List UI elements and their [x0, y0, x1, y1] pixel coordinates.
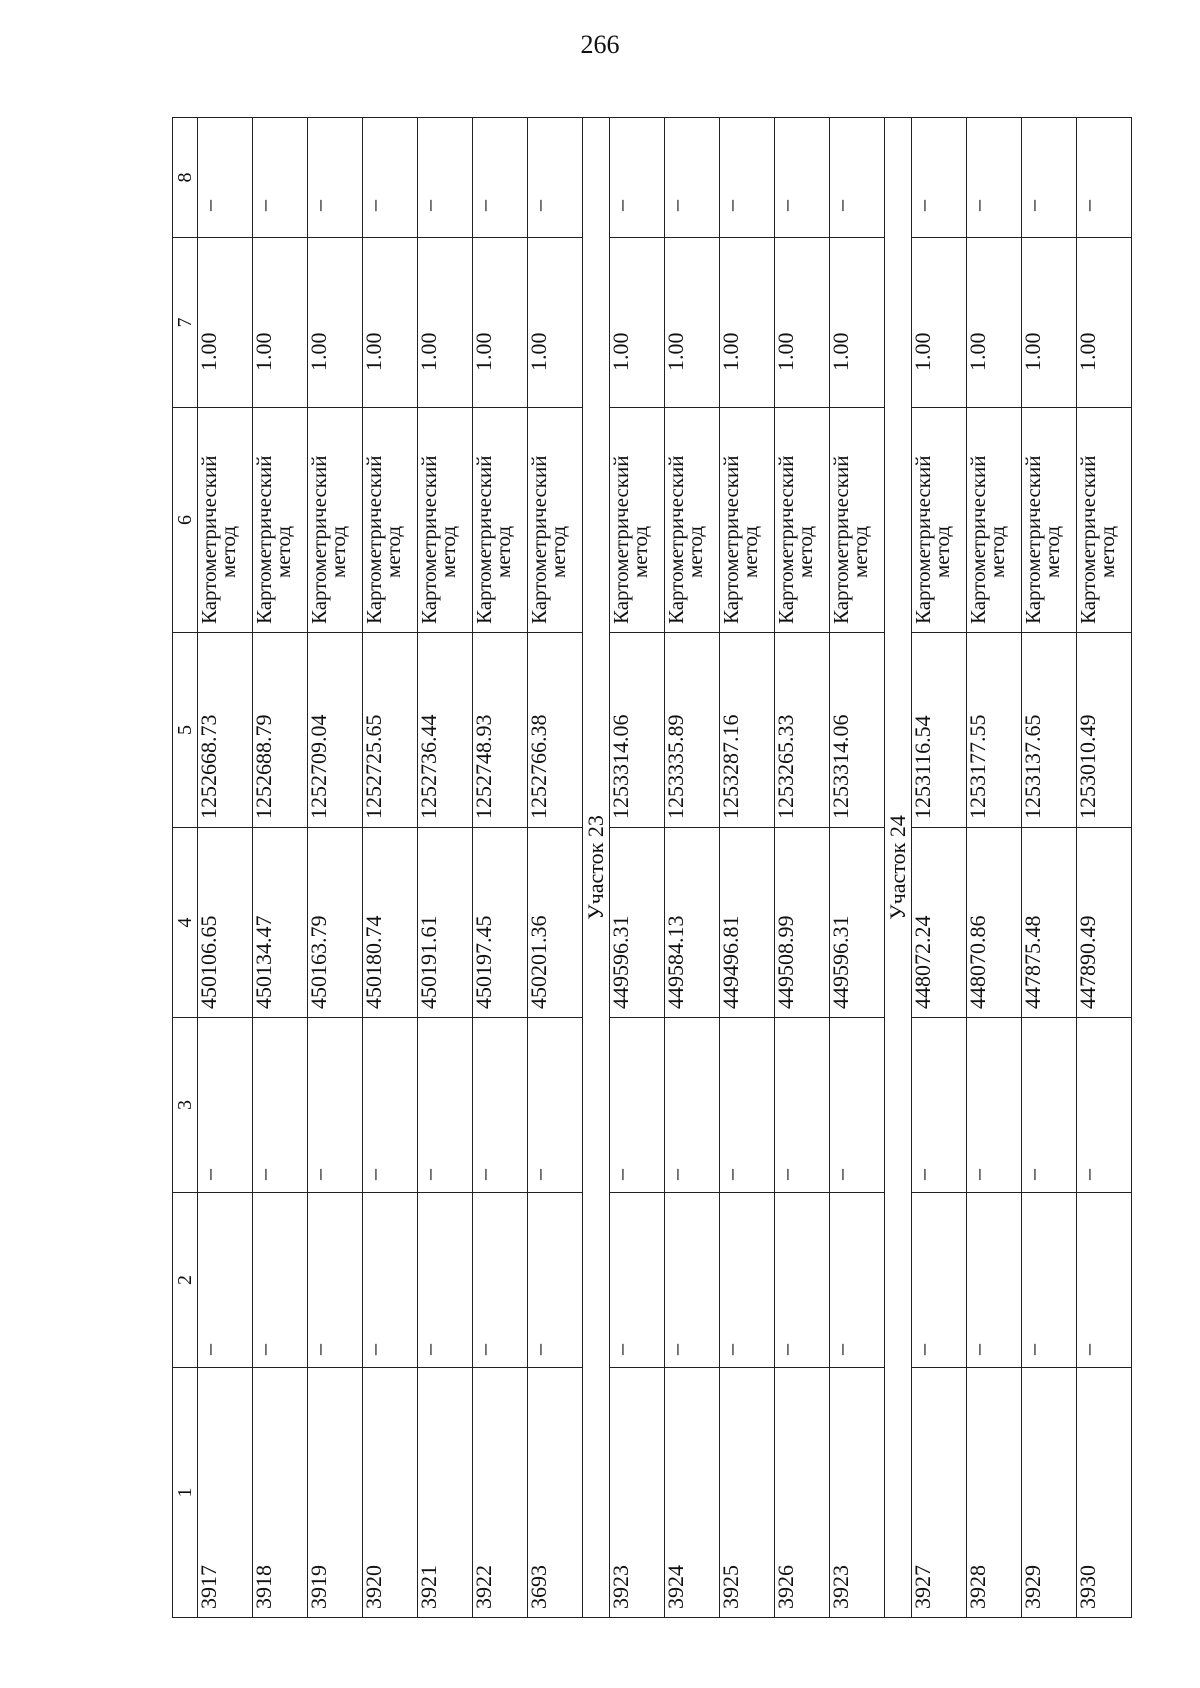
col8-cell: –	[198, 118, 253, 238]
method-line-1: Картометрический	[197, 455, 221, 624]
method-cell	[363, 408, 418, 633]
column-header: 7	[173, 238, 198, 408]
section-row	[583, 118, 610, 1618]
page-number: 266	[580, 30, 620, 59]
point-number-cell: 3693	[528, 1368, 583, 1618]
table-row	[830, 118, 885, 1618]
point-number-cell: 3930	[1077, 1368, 1132, 1618]
column-header: 2	[173, 1193, 198, 1368]
y-coordinate-cell: 1253116.54	[912, 633, 967, 828]
method-cell	[720, 408, 775, 633]
y-coordinate-cell: 1252668.73	[198, 633, 253, 828]
method-line-2: метод	[985, 525, 1009, 578]
col8-cell: –	[528, 118, 583, 238]
method-cell	[418, 408, 473, 633]
col8-cell: –	[830, 118, 885, 238]
col2-cell: –	[775, 1193, 830, 1368]
method-line-1: Картометрический	[1076, 455, 1100, 624]
table-row	[363, 118, 418, 1618]
x-coordinate-cell: 448070.86	[967, 828, 1022, 1018]
x-coordinate-cell: 447890.49	[1077, 828, 1132, 1018]
accuracy-cell: 1.00	[198, 238, 253, 408]
section-row	[885, 118, 912, 1618]
section-label: Участок 23	[583, 118, 610, 1618]
method-line-2: метод	[381, 525, 405, 578]
section-label: Участок 24	[885, 118, 912, 1618]
point-number-cell: 3923	[830, 1368, 885, 1618]
method-line-2: метод	[793, 525, 817, 578]
table-row	[308, 118, 363, 1618]
method-cell	[198, 408, 253, 633]
method-line-2: метод	[848, 525, 872, 578]
x-coordinate-cell: 450191.61	[418, 828, 473, 1018]
method-line-1: Картометрический	[362, 455, 386, 624]
y-coordinate-cell: 1252688.79	[253, 633, 308, 828]
col2-cell: –	[308, 1193, 363, 1368]
method-line-1: Картометрический	[829, 455, 853, 624]
col2-cell: –	[1022, 1193, 1077, 1368]
table-row	[418, 118, 473, 1618]
x-coordinate-cell: 449584.13	[665, 828, 720, 1018]
col2-cell: –	[253, 1193, 308, 1368]
y-coordinate-cell: 1252736.44	[418, 633, 473, 828]
col3-cell: –	[253, 1018, 308, 1193]
method-cell	[610, 408, 665, 633]
accuracy-cell: 1.00	[720, 238, 775, 408]
method-line-2: метод	[436, 525, 460, 578]
y-coordinate-cell: 1253137.65	[1022, 633, 1077, 828]
col3-cell: –	[1022, 1018, 1077, 1193]
point-number-cell: 3928	[967, 1368, 1022, 1618]
col8-cell: –	[418, 118, 473, 238]
method-cell	[1022, 408, 1077, 633]
x-coordinate-cell: 448072.24	[912, 828, 967, 1018]
point-number-cell: 3919	[308, 1368, 363, 1618]
column-header: 5	[173, 633, 198, 828]
y-coordinate-cell: 1253335.89	[665, 633, 720, 828]
y-coordinate-cell: 1253314.06	[610, 633, 665, 828]
table-row	[610, 118, 665, 1618]
accuracy-cell: 1.00	[418, 238, 473, 408]
accuracy-cell: 1.00	[308, 238, 363, 408]
coordinates-table	[172, 117, 1132, 1618]
col8-cell: –	[473, 118, 528, 238]
col2-cell: –	[720, 1193, 775, 1368]
col2-cell: –	[912, 1193, 967, 1368]
method-line-2: метод	[738, 525, 762, 578]
column-number-row	[173, 118, 198, 1618]
y-coordinate-cell: 1252709.04	[308, 633, 363, 828]
method-line-1: Картометрический	[1021, 455, 1045, 624]
table-row	[775, 118, 830, 1618]
col2-cell: –	[528, 1193, 583, 1368]
accuracy-cell: 1.00	[528, 238, 583, 408]
col3-cell: –	[528, 1018, 583, 1193]
point-number-cell: 3922	[473, 1368, 528, 1618]
method-line-1: Картометрический	[966, 455, 990, 624]
point-number-cell: 3929	[1022, 1368, 1077, 1618]
table-row	[473, 118, 528, 1618]
method-cell	[253, 408, 308, 633]
point-number-cell: 3918	[253, 1368, 308, 1618]
col3-cell: –	[830, 1018, 885, 1193]
method-line-2: метод	[326, 525, 350, 578]
rotated-table-container	[172, 118, 1137, 1618]
accuracy-cell: 1.00	[473, 238, 528, 408]
col8-cell: –	[1022, 118, 1077, 238]
col3-cell: –	[473, 1018, 528, 1193]
point-number-cell: 3925	[720, 1368, 775, 1618]
method-line-1: Картометрический	[609, 455, 633, 624]
col3-cell: –	[665, 1018, 720, 1193]
col2-cell: –	[610, 1193, 665, 1368]
col2-cell: –	[473, 1193, 528, 1368]
x-coordinate-cell: 450201.36	[528, 828, 583, 1018]
x-coordinate-cell: 449496.81	[720, 828, 775, 1018]
col8-cell: –	[720, 118, 775, 238]
accuracy-cell: 1.00	[363, 238, 418, 408]
column-header: 3	[173, 1018, 198, 1193]
col8-cell: –	[1077, 118, 1132, 238]
point-number-cell: 3926	[775, 1368, 830, 1618]
x-coordinate-cell: 447875.48	[1022, 828, 1077, 1018]
x-coordinate-cell: 449596.31	[610, 828, 665, 1018]
col2-cell: –	[363, 1193, 418, 1368]
col3-cell: –	[363, 1018, 418, 1193]
accuracy-cell: 1.00	[610, 238, 665, 408]
table-row	[720, 118, 775, 1618]
col3-cell: –	[775, 1018, 830, 1193]
table-row	[1077, 118, 1132, 1618]
accuracy-cell: 1.00	[967, 238, 1022, 408]
accuracy-cell: 1.00	[912, 238, 967, 408]
method-line-2: метод	[930, 525, 954, 578]
col2-cell: –	[418, 1193, 473, 1368]
method-line-2: метод	[1040, 525, 1064, 578]
table-row	[912, 118, 967, 1618]
method-line-1: Картометрический	[911, 455, 935, 624]
point-number-cell: 3921	[418, 1368, 473, 1618]
y-coordinate-cell: 1253287.16	[720, 633, 775, 828]
method-cell	[775, 408, 830, 633]
method-cell	[830, 408, 885, 633]
col3-cell: –	[610, 1018, 665, 1193]
col3-cell: –	[198, 1018, 253, 1193]
y-coordinate-cell: 1253314.06	[830, 633, 885, 828]
point-number-cell: 3924	[665, 1368, 720, 1618]
y-coordinate-cell: 1252748.93	[473, 633, 528, 828]
method-line-1: Картометрический	[417, 455, 441, 624]
method-line-1: Картометрический	[527, 455, 551, 624]
y-coordinate-cell: 1253265.33	[775, 633, 830, 828]
method-cell	[967, 408, 1022, 633]
y-coordinate-cell: 1252766.38	[528, 633, 583, 828]
method-line-2: метод	[546, 525, 570, 578]
point-number-cell: 3927	[912, 1368, 967, 1618]
x-coordinate-cell: 450180.74	[363, 828, 418, 1018]
table-row	[528, 118, 583, 1618]
col8-cell: –	[363, 118, 418, 238]
method-line-2: метод	[491, 525, 515, 578]
y-coordinate-cell: 1252725.65	[363, 633, 418, 828]
col2-cell: –	[1077, 1193, 1132, 1368]
x-coordinate-cell: 450106.65	[198, 828, 253, 1018]
method-line-2: метод	[1095, 525, 1119, 578]
col2-cell: –	[830, 1193, 885, 1368]
method-line-1: Картометрический	[719, 455, 743, 624]
x-coordinate-cell: 450197.45	[473, 828, 528, 1018]
table-row	[198, 118, 253, 1618]
table-row	[1022, 118, 1077, 1618]
rotated-table-inner	[172, 118, 1137, 1618]
method-line-2: метод	[683, 525, 707, 578]
point-number-cell: 3920	[363, 1368, 418, 1618]
col8-cell: –	[665, 118, 720, 238]
column-header: 6	[173, 408, 198, 633]
accuracy-cell: 1.00	[775, 238, 830, 408]
table-row	[665, 118, 720, 1618]
x-coordinate-cell: 450134.47	[253, 828, 308, 1018]
column-header: 1	[173, 1368, 198, 1618]
col2-cell: –	[665, 1193, 720, 1368]
col3-cell: –	[1077, 1018, 1132, 1193]
col8-cell: –	[967, 118, 1022, 238]
table-row	[967, 118, 1022, 1618]
col8-cell: –	[775, 118, 830, 238]
method-line-1: Картометрический	[664, 455, 688, 624]
accuracy-cell: 1.00	[830, 238, 885, 408]
col3-cell: –	[308, 1018, 363, 1193]
method-line-1: Картометрический	[472, 455, 496, 624]
col2-cell: –	[198, 1193, 253, 1368]
point-number-cell: 3923	[610, 1368, 665, 1618]
col8-cell: –	[610, 118, 665, 238]
col3-cell: –	[967, 1018, 1022, 1193]
method-line-1: Картометрический	[252, 455, 276, 624]
x-coordinate-cell: 450163.79	[308, 828, 363, 1018]
accuracy-cell: 1.00	[253, 238, 308, 408]
x-coordinate-cell: 449596.31	[830, 828, 885, 1018]
col2-cell: –	[967, 1193, 1022, 1368]
x-coordinate-cell: 449508.99	[775, 828, 830, 1018]
col3-cell: –	[418, 1018, 473, 1193]
method-line-2: метод	[216, 525, 240, 578]
point-number-cell: 3917	[198, 1368, 253, 1618]
table-row	[253, 118, 308, 1618]
col8-cell: –	[308, 118, 363, 238]
col8-cell: –	[253, 118, 308, 238]
method-cell	[308, 408, 363, 633]
method-cell	[528, 408, 583, 633]
method-cell	[665, 408, 720, 633]
col3-cell: –	[912, 1018, 967, 1193]
col8-cell: –	[912, 118, 967, 238]
method-line-1: Картометрический	[774, 455, 798, 624]
y-coordinate-cell: 1253010.49	[1077, 633, 1132, 828]
accuracy-cell: 1.00	[1077, 238, 1132, 408]
method-line-2: метод	[628, 525, 652, 578]
column-header: 8	[173, 118, 198, 238]
accuracy-cell: 1.00	[1022, 238, 1077, 408]
y-coordinate-cell: 1253177.55	[967, 633, 1022, 828]
column-header: 4	[173, 828, 198, 1018]
method-line-2: метод	[271, 525, 295, 578]
col3-cell: –	[720, 1018, 775, 1193]
accuracy-cell: 1.00	[665, 238, 720, 408]
method-line-1: Картометрический	[307, 455, 331, 624]
method-cell	[473, 408, 528, 633]
method-cell	[912, 408, 967, 633]
method-cell	[1077, 408, 1132, 633]
